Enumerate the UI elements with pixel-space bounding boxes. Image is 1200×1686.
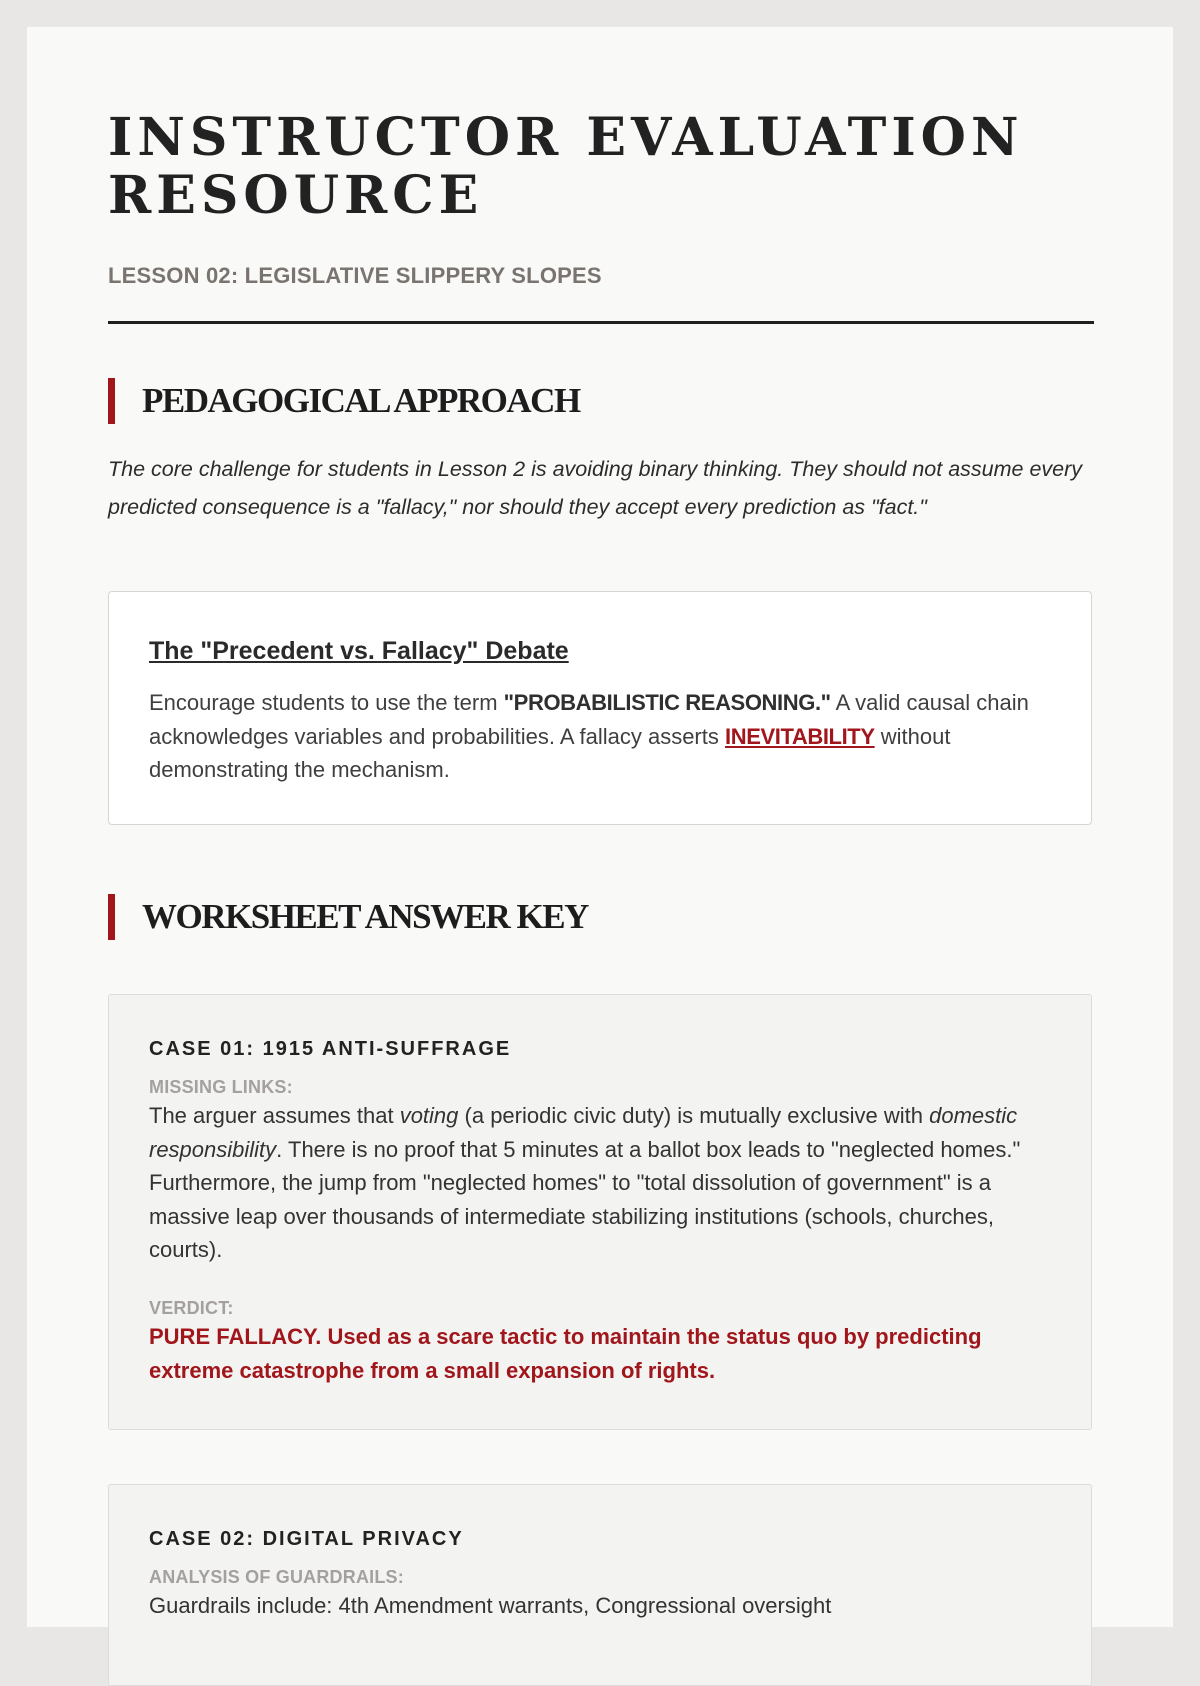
- callout-body: [149, 686, 1049, 787]
- case-1-text-3: . There is no proof that 5 minutes at a ballot box leads to "neglected homes." Furthermore, the jump from "neglected homes" to "total dissolution of government" is a massive leap over thousands of intermediate stabilizing institutions (schools, churches, courts).: [149, 1136, 1021, 1262]
- case-card-2: [108, 1484, 1092, 1686]
- pedagogical-intro: The core challenge for students in Lesson 2 is avoiding binary thinking. They should not assume every predicted consequence is a "fallacy," nor should they accept every prediction as "fact.": [108, 457, 1083, 519]
- section-heading-answer-key: WORKSHEET ANSWER KEY: [108, 894, 588, 940]
- case-1-italic-2: domestic responsibility: [149, 1103, 1018, 1162]
- callout-text-1: Encourage students to use the term: [149, 690, 504, 715]
- callout-keyword: INEVITABILITY: [725, 723, 875, 749]
- case-1-text-1: The arguer assumes that: [149, 1103, 400, 1128]
- callout-title: The "Precedent vs. Fallacy" Debate: [149, 637, 569, 665]
- case-1-verdict-label: VERDICT:: [149, 1298, 234, 1318]
- callout-text-2: A valid causal chain acknowledges variables and probabilities. A fallacy asserts: [149, 690, 1029, 749]
- case-1-links-text: [149, 1099, 1049, 1267]
- document-subtitle: LESSON 02: LEGISLATIVE SLIPPERY SLOPES: [108, 263, 602, 288]
- case-1-links-label: MISSING LINKS:: [149, 1077, 293, 1097]
- document-page: [27, 27, 1173, 1627]
- title-divider: [108, 321, 1094, 324]
- case-2-title: CASE 02: DIGITAL PRIVACY: [149, 1528, 464, 1550]
- case-1-italic-1: voting: [399, 1103, 459, 1128]
- callout-text-3: without demonstrating the mechanism.: [149, 723, 951, 782]
- document-title: INSTRUCTOR EVALUATION RESOURCE: [108, 107, 1024, 226]
- case-2-guardrails-text: Guardrails include: 4th Amendment warrants, Congressional oversight: [149, 1593, 832, 1618]
- callout-term: "PROBABILISTIC REASONING.": [503, 690, 831, 715]
- case-2-guardrails-label: ANALYSIS OF GUARDRAILS:: [149, 1567, 404, 1587]
- case-1-verdict-text: PURE FALLACY. Used as a scare tactic to maintain the status quo by predicting extreme catastrophe from a small expansion of rights.: [149, 1324, 982, 1383]
- section-heading-pedagogical: PEDAGOGICAL APPROACH: [108, 378, 580, 424]
- case-1-title: CASE 01: 1915 ANTI-SUFFRAGE: [149, 1038, 512, 1060]
- case-1-text-2: (a periodic civic duty) is mutually exclusive with: [458, 1103, 930, 1128]
- debate-callout: [108, 591, 1092, 825]
- case-card-1: [108, 994, 1092, 1430]
